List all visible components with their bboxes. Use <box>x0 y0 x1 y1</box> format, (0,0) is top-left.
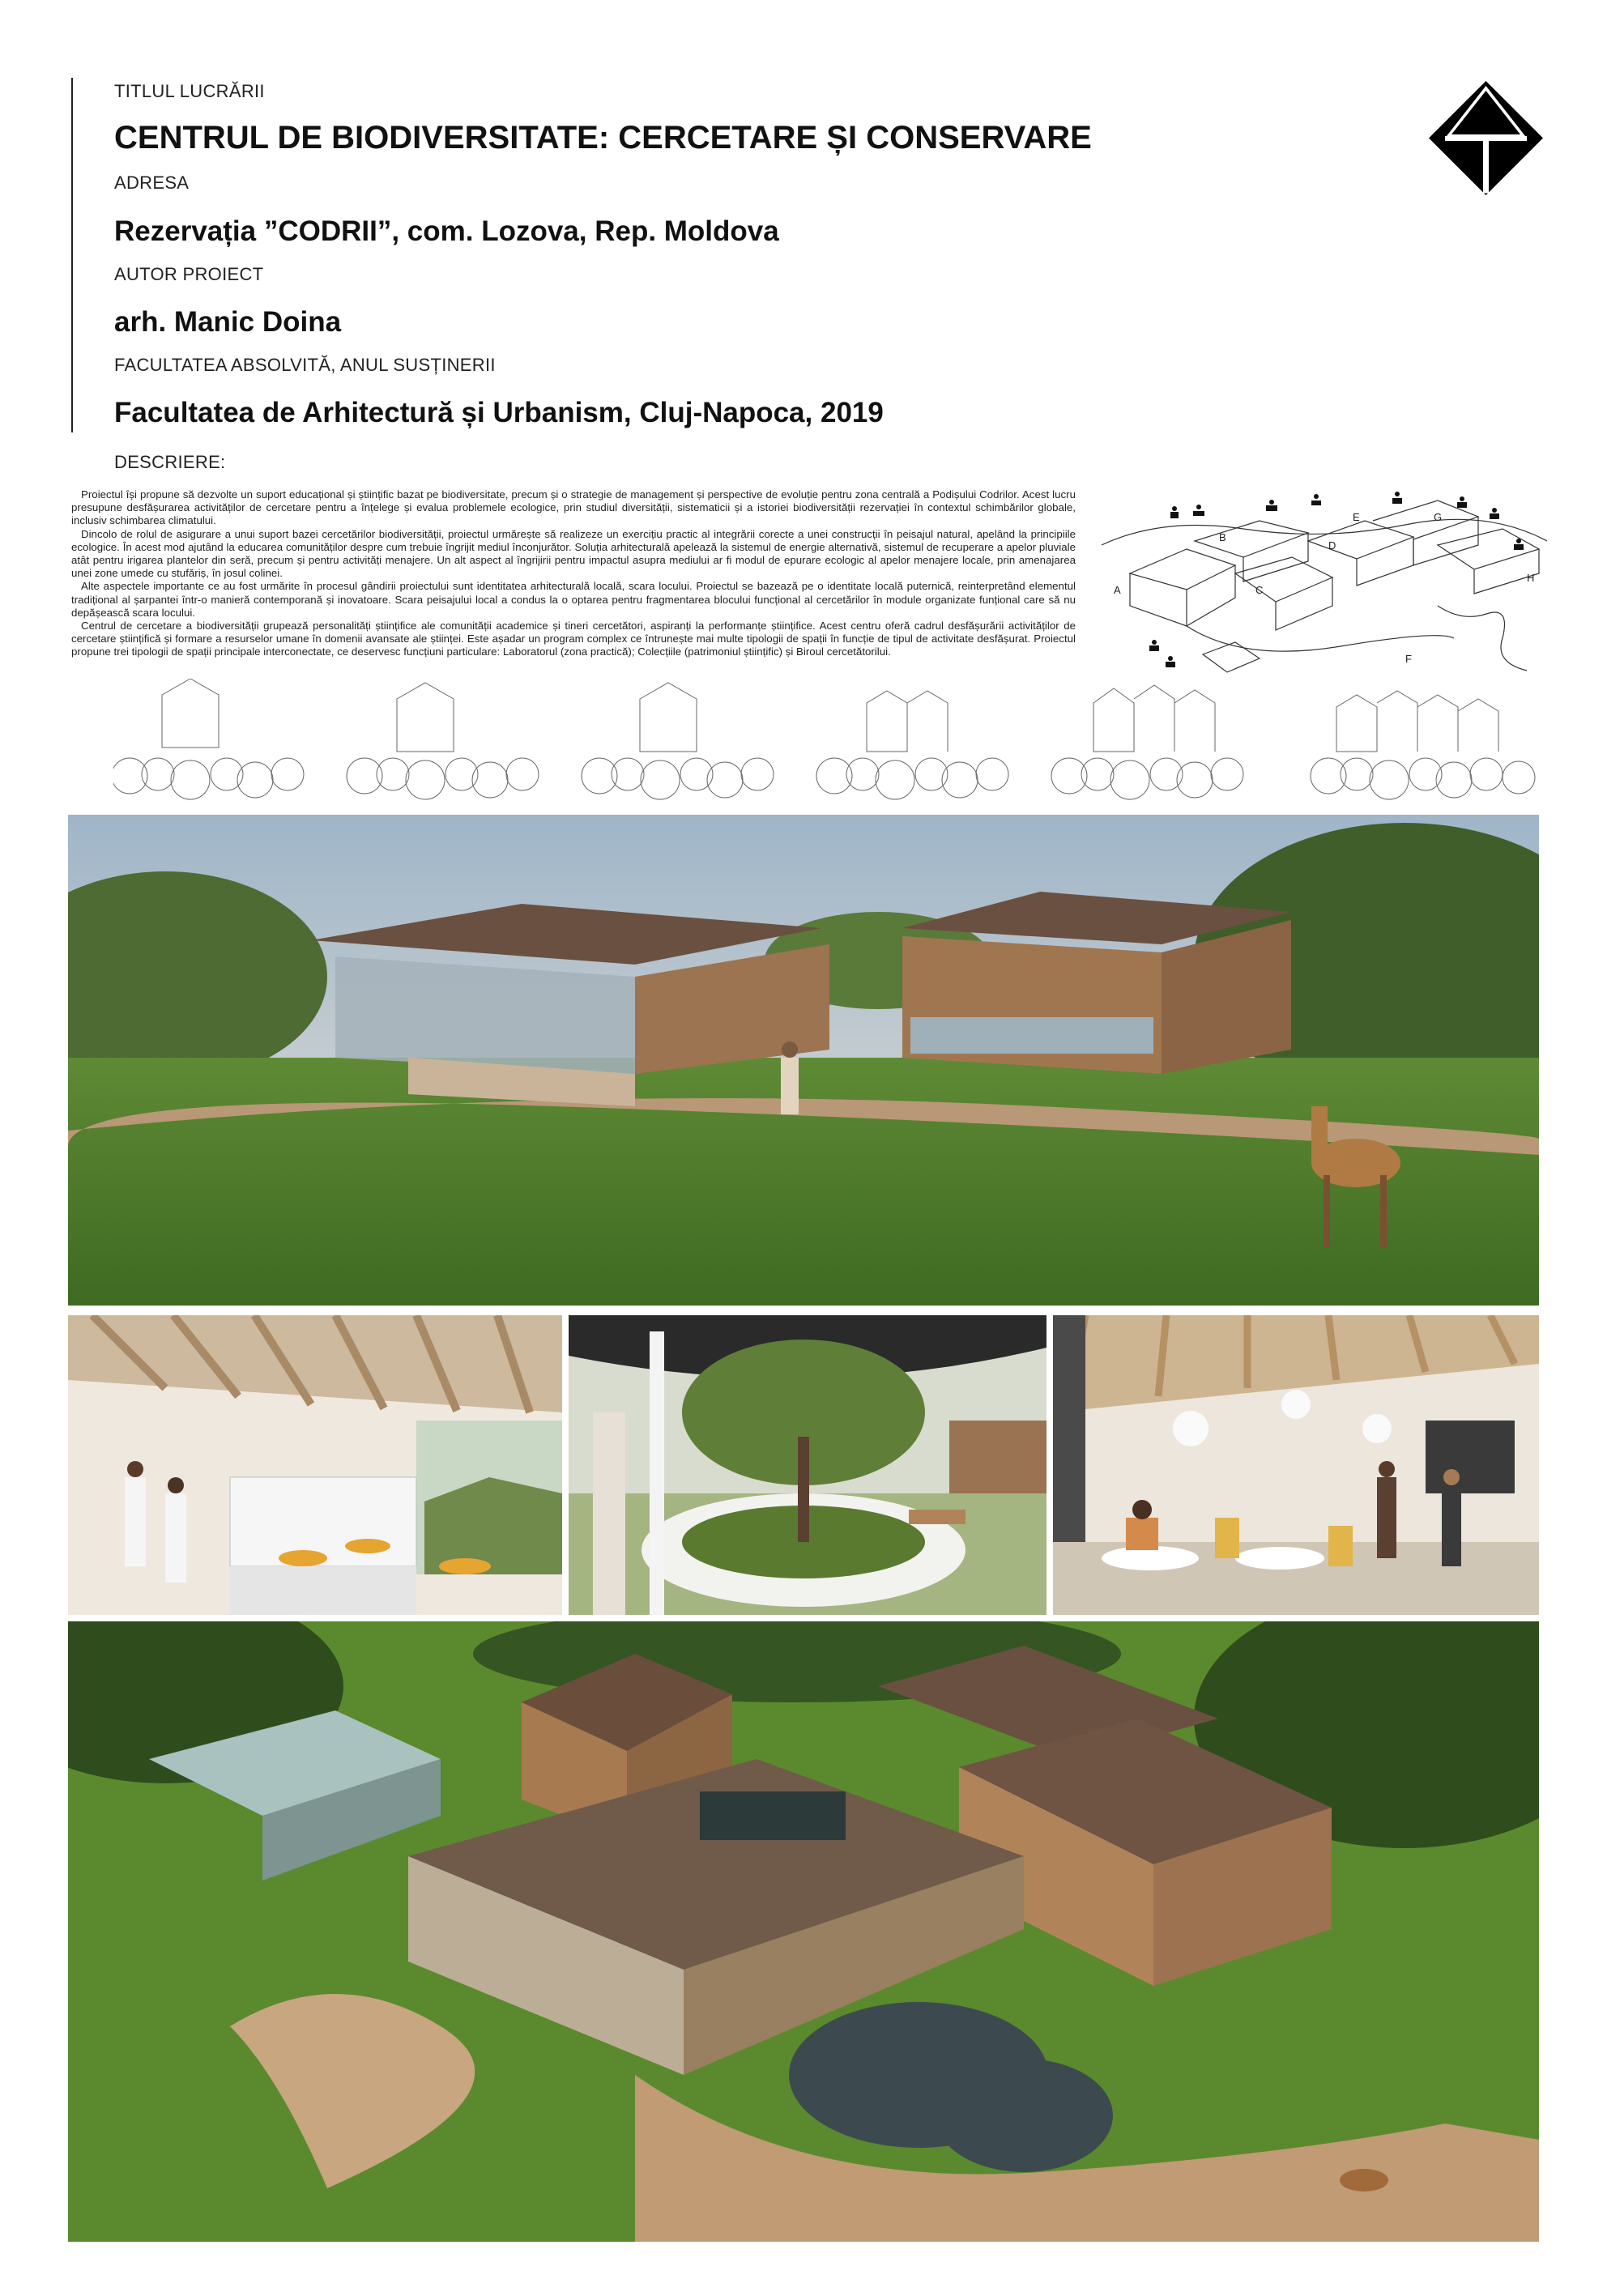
description-label: DESCRIERE: <box>114 452 226 472</box>
description-paragraph: Dincolo de rolul de asigurare a unui suport bazei cercetărilor biodiversității, proiectul urmărește să realizeze un exercițiu practic al integrării corecte a unei construcții în peisajul natural, apelând la principiile ecologice. În acest mod ajutând la educarea comunităților despre cum trebuie îngrijit mediul înconjurător. Soluția arhitecturală apelează la sistemul de energie alternativă, sistemul de recuperare a apelor pluviale atât pentru irigarea plantelor din seră, precum și pentru activități menajere. Un alt aspect al îngrijirii pentru impactul asupra mediului ar fi modul de epurare ecologic al apelor menajere locale, prin amenajarea unei zone umede cu stufăriș, în josul colinei. <box>71 527 1076 580</box>
axonometric-site-diagram <box>1098 484 1551 679</box>
project-title: CENTRUL DE BIODIVERSITATE: CERCETARE ȘI CONSERVARE <box>114 120 1092 155</box>
diagram-label-d: D <box>1328 539 1336 552</box>
description-text <box>71 488 1076 659</box>
laboratory-interior-render-image <box>68 1315 562 1615</box>
cafe-interior-render-image <box>1053 1315 1539 1615</box>
title-label: TITLUL LUCRĂRII <box>114 81 265 101</box>
courtyard-render-image <box>569 1315 1046 1615</box>
aerial-render-image <box>68 1621 1539 2242</box>
diagram-label-b: B <box>1219 531 1226 543</box>
author-label: AUTOR PROIECT <box>114 264 264 284</box>
project-author: arh. Manic Doina <box>114 306 342 338</box>
description-paragraph: Alte aspectele importante ce au fost urmărite în procesul gândirii proiectului sunt identitatea arhitecturală locală, scara locului. Proiectul se bazează pe o identitate locală puternică, reinterpretând elementul tradițional al șarpantei într-o manieră contemporană și inovatoare. Scara peisajului local a condus la o optarea pentru fragmentarea blocului funcțional al cercetărilor în module organizate funțional care să nu depășească scara locului. <box>71 580 1076 619</box>
massing-evolution-strip <box>113 679 1539 800</box>
diagram-label-g: G <box>1434 511 1443 523</box>
diagram-label-e: E <box>1353 511 1360 523</box>
address-label: ADRESA <box>114 173 190 193</box>
description-paragraph: Centrul de cercetare a biodiversității grupează personalități științifice ale comunității academice și tineri cercetători, aspiranți la performanțe științifice. Acest centru oferă cadrul desfășurării activităților de cercetare științifică și formare a resurselor umane în domenii avansate ale științei. Este așadar un program complex ce întrunește mai multe tipologii de spații în funcție de tipul de activitate desfășurat. Proiectul propune trei tipologii de spații principale interconectate, ce deservesc funcțiuni particulare: Laboratorul (zona practică); Colecțiile (patrimoniul științific) și Biroul cercetătorilui. <box>71 620 1076 658</box>
header-vertical-rule <box>71 78 73 432</box>
project-address: Rezervația ”CODRII”, com. Lozova, Rep. Moldova <box>114 215 779 247</box>
diagram-label-f: F <box>1405 653 1412 665</box>
people-furniture-icon <box>1149 492 1524 667</box>
logo-triangle-mark-icon <box>1427 79 1545 197</box>
diagram-label-a: A <box>1114 584 1121 596</box>
project-faculty: Facultatea de Arhitectură și Urbanism, Cluj-Napoca, 2019 <box>114 397 884 428</box>
description-paragraph: Proiectul își propune să dezvolte un suport educațional și științific bazat pe biodiversitate, precum și o strategie de management și perspective de evoluție pentru zona centrală a Podișului Codrilor. Acest lucru presupune desfășurarea activităților de cercetare pentru a înțelege și evalua problemele ecologice, prin studiul diversității, sistematicii și a istoriei biodiversității rezervației în contextul schimbărilor globale, inclusiv schimbarea climatului. <box>71 488 1076 527</box>
diagram-label-h: H <box>1527 572 1535 584</box>
faculty-label: FACULTATEA ABSOLVITĂ, ANUL SUSȚINERII <box>114 355 496 375</box>
exterior-render-image <box>68 815 1539 1306</box>
diagram-label-c: C <box>1255 584 1264 596</box>
